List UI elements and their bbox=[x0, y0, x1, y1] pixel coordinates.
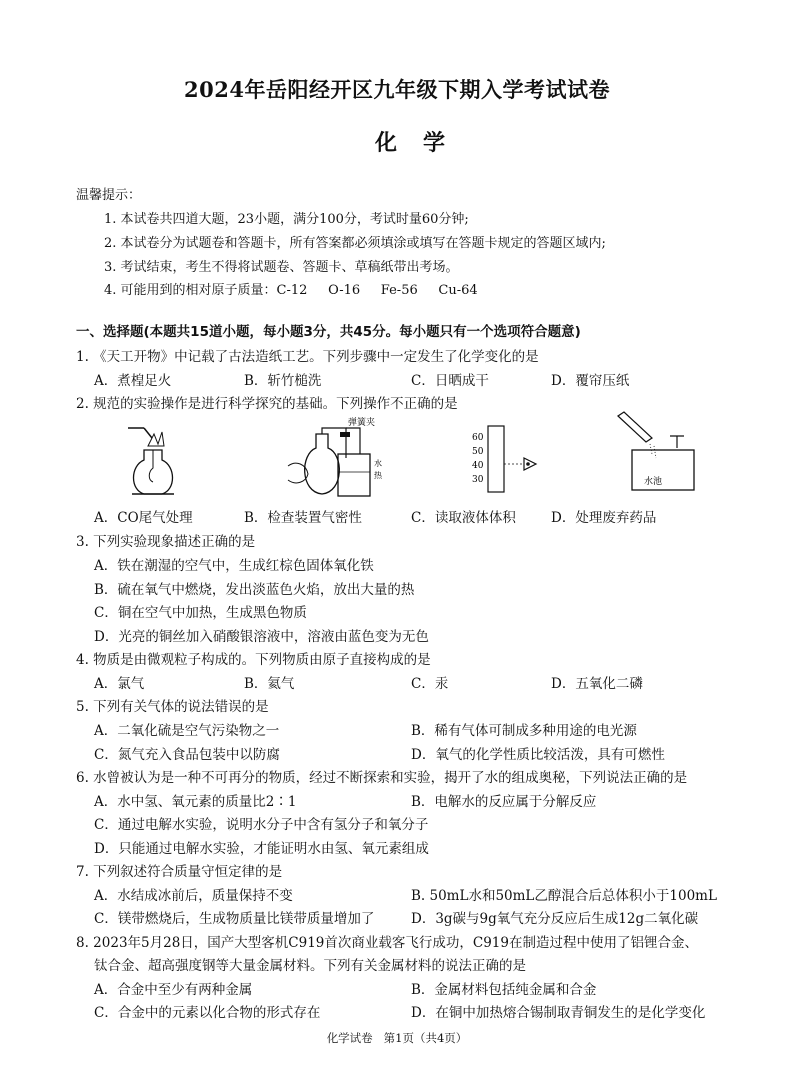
q1-option-b: B．斩竹槌洗 bbox=[244, 373, 322, 389]
q2-stem: 2. 规范的实验操作是进行科学探究的基础。下列操作不正确的是 bbox=[76, 396, 458, 412]
q7-stem: 7. 下列叙述符合质量守恒定律的是 bbox=[76, 864, 283, 880]
q2-option-d: D．处理废弃药品 bbox=[551, 510, 657, 526]
q8-option-a: A．合金中至少有两种金属 bbox=[94, 982, 253, 998]
q6-option-b: B．电解水的反应属于分解反应 bbox=[411, 794, 597, 810]
q7-option-a: A．水结成冰前后，质量保持不变 bbox=[94, 888, 293, 904]
q5-option-d: D．氧气的化学性质比较活泼，具有可燃性 bbox=[411, 747, 665, 763]
q6-stem: 6. 水曾被认为是一种不可再分的物质，经过不断探索和实验，揭开了水的组成奥秘，下列说法正确的是 bbox=[76, 770, 688, 786]
figure-waste-disposal bbox=[608, 410, 708, 500]
q7-option-c: C．镁带燃烧后，生成物质量比镁带质量增加了 bbox=[94, 911, 375, 927]
subject-title: 化学 bbox=[374, 130, 471, 156]
fig-b-label-water: 水 bbox=[374, 459, 382, 468]
q3-stem: 3. 下列实验现象描述正确的是 bbox=[76, 534, 256, 550]
q3-option-c: C．铜在空气中加热，生成黑色物质 bbox=[94, 605, 307, 621]
q1-option-c: C．日晒成干 bbox=[411, 373, 489, 389]
fig-b-label-heat: 热 bbox=[374, 471, 382, 480]
q2-option-b: B．检查装置气密性 bbox=[244, 510, 362, 526]
q7-option-d: D．3g碳与9g氧气充分反应后生成12g二氧化碳 bbox=[411, 911, 699, 927]
tip-4: 4. 可能用到的相对原子质量：C-12 O-16 Fe-56 Cu-64 bbox=[104, 283, 478, 298]
q4-option-d: D．五氧化二磷 bbox=[551, 676, 643, 692]
q6-option-c: C．通过电解水实验，说明水分子中含有氢分子和氧分子 bbox=[94, 817, 429, 833]
q4-stem: 4. 物质是由微观粒子构成的。下列物质由原子直接构成的是 bbox=[76, 652, 431, 668]
q5-stem: 5. 下列有关气体的说法错误的是 bbox=[76, 699, 269, 715]
q5-option-c: C．氮气充入食品包装中以防腐 bbox=[94, 747, 280, 763]
q8-stem-line1: 8. 2023年5月28日，国产大型客机C919首次商业载客飞行成功，C919在制造过程中使用了铝锂合金、 bbox=[76, 935, 698, 951]
q4-option-b: B．氦气 bbox=[244, 676, 295, 692]
tips-heading: 温馨提示： bbox=[76, 188, 142, 203]
fig-b-label-clamp: 弹簧夹 bbox=[348, 418, 376, 428]
q3-option-b: B．硫在氧气中燃烧，发出淡蓝色火焰，放出大量的热 bbox=[94, 582, 415, 598]
q6-option-a: A．水中氢、氧元素的质量比2∶1 bbox=[94, 794, 297, 810]
tip-1: 1. 本试卷共四道大题，23小题，满分100分，考试时量60分钟; bbox=[104, 212, 469, 227]
tick-50: 50 bbox=[472, 447, 484, 457]
section-1-heading: 一、选择题(本题共15道小题，每小题3分，共45分。每小题只有一个选项符合题意) bbox=[76, 324, 581, 340]
tip-2: 2. 本试卷分为试题卷和答题卡，所有答案都必须填涂或填写在答题卡规定的答题区域内; bbox=[104, 236, 606, 251]
fig-d-label-sink: 水池 bbox=[644, 477, 663, 487]
page-footer: 化学试卷 第1页（共4页） bbox=[326, 1031, 468, 1045]
exam-title: 2024年岳阳经开区九年级下期入学考试试卷 bbox=[184, 77, 610, 102]
q8-option-c: C．合金中的元素以化合物的形式存在 bbox=[94, 1005, 321, 1021]
q1-option-a: A．煮楻足火 bbox=[94, 373, 172, 389]
q3-option-a: A．铁在潮湿的空气中，生成红棕色固体氧化铁 bbox=[94, 558, 374, 574]
q5-option-a: A．二氧化硫是空气污染物之一 bbox=[94, 723, 280, 739]
tick-30: 30 bbox=[472, 475, 484, 485]
q2-option-a: A．CO尾气处理 bbox=[94, 510, 193, 526]
figure-airtight-check bbox=[282, 414, 392, 504]
q2-option-c: C．读取液体体积 bbox=[411, 510, 516, 526]
tip-3: 3. 考试结束，考生不得将试题卷、答题卡、草稿纸带出考场。 bbox=[104, 260, 459, 275]
q3-option-d: D．光亮的铜丝加入硝酸银溶液中，溶液由蓝色变为无色 bbox=[94, 629, 429, 645]
tick-40: 40 bbox=[472, 461, 484, 471]
q8-option-b: B．金属材料包括纯金属和合金 bbox=[411, 982, 597, 998]
q4-option-a: A．氯气 bbox=[94, 676, 145, 692]
q5-option-b: B．稀有气体可制成多种用途的电光源 bbox=[411, 723, 637, 739]
figure-measuring-cylinder bbox=[466, 424, 546, 496]
q8-stem-line2: 钛合金、超高强度钢等大量金属材料。下列有关金属材料的说法正确的是 bbox=[94, 958, 526, 974]
q4-option-c: C．汞 bbox=[411, 676, 449, 692]
tick-60: 60 bbox=[472, 433, 484, 443]
figure-co-tail-gas bbox=[118, 420, 188, 500]
q1-stem: 1. 《天工开物》中记载了古法造纸工艺。下列步骤中一定发生了化学变化的是 bbox=[76, 349, 539, 365]
q1-option-d: D．覆帘压纸 bbox=[551, 373, 630, 389]
q8-option-d: D．在铜中加热熔合锡制取青铜发生的是化学变化 bbox=[411, 1005, 706, 1021]
q6-option-d: D．只能通过电解水实验，才能证明水由氢、氧元素组成 bbox=[94, 841, 429, 857]
q7-option-b: B. 50mL水和50mL乙醇混合后总体积小于100mL bbox=[411, 888, 717, 904]
